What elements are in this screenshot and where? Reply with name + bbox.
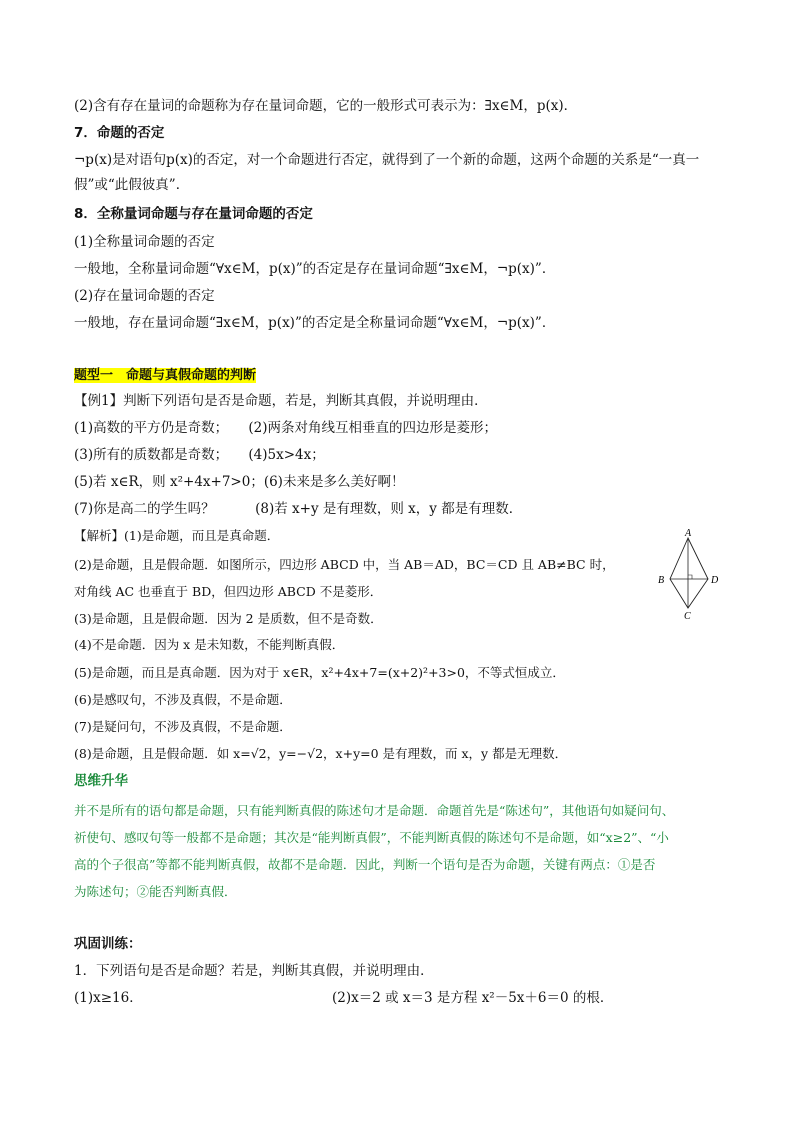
- thinking-line-2: 祈使句、感叹句等一般都不是命题；其次是“能判断真假”，不能判断真假的陈述句不是命题，如“x≥2”、“小: [74, 830, 669, 845]
- practice-question-1: 1．下列语句是否是命题？若是，判断其真假，并说明理由．: [74, 963, 434, 979]
- thinking-line-1: 并不是所有的语句都是命题，只有能判断真假的陈述句才是命题．命题首先是“陈述句”，其他语句如疑问句、: [74, 803, 675, 818]
- solution-line-3: 对角线 AC 也垂直于 BD，但四边形 ABCD 不是菱形．: [74, 584, 383, 599]
- vertex-label-c: C: [684, 611, 691, 620]
- thinking-line-4: 为陈述句；②能否判断真假．: [74, 884, 237, 899]
- negation-definition-line2: 假”或“此假彼真”．: [74, 177, 190, 193]
- solution-line-1: 【解析】(1)是命题，而且是真命题．: [74, 528, 280, 543]
- thinking-line-3: 高的个子很高”等都不能判断真假，故都不是命题．因此，判断一个语句是否为命题，关键有两点：①是否: [74, 857, 656, 872]
- solution-line-9: (8)是命题，且是假命题．如 x=√2，y=−√2，x+y=0 是有理数，而 x，y 都是无理数．: [74, 746, 568, 761]
- section-8-heading: 8．全称量词命题与存在量词命题的否定: [74, 206, 313, 222]
- vertex-label-d: D: [711, 575, 719, 586]
- solution-line-6: (5)是命题，而且是真命题．因为对于 x∈R，x²+4x+7=(x+2)²+3>0，不等式恒成立．: [74, 665, 565, 680]
- practice-question-1b: (2)x＝2 或 x＝3 是方程 x²－5x＋6＝0 的根．: [332, 990, 614, 1006]
- solution-line-7: (6)是感叹句，不涉及真假，不是命题．: [74, 692, 292, 707]
- existential-form-line: (2)含有存在量词的命题称为存在量词命题，它的一般形式可表示为：∃x∈M，p(x)．: [74, 98, 578, 114]
- universal-negation-subheading: (1)全称量词命题的否定: [74, 234, 215, 250]
- thinking-heading: 思维升华: [74, 773, 128, 789]
- quadrilateral-abcd-diagram: [650, 528, 730, 620]
- practice-heading: 巩固训练：: [74, 936, 142, 952]
- section-7-heading: 7．命题的否定: [74, 125, 165, 141]
- solution-line-2: (2)是命题，且是假命题．如图所示，四边形 ABCD 中，当 AB＝AD，BC＝CD 且 AB≠BC 时，: [74, 557, 615, 572]
- practice-question-1a: (1)x≥16．: [74, 990, 143, 1006]
- example-item-row-3: (5)若 x∈R，则 x²+4x+7>0；(6)未来是多么美好啊！: [74, 474, 405, 490]
- universal-negation-rule: 一般地，全称量词命题“∀x∈M，p(x)”的否定是存在量词命题“∃x∈M，¬p(x)”．: [74, 261, 556, 277]
- example-1-intro: 【例1】判断下列语句是否是命题，若是，判断其真假，并说明理由．: [74, 393, 488, 409]
- example-item-row-2: (3)所有的质数都是奇数； (4)5x>4x；: [74, 447, 325, 463]
- vertex-label-a: A: [685, 528, 692, 539]
- negation-definition-line1: ¬p(x)是对语句p(x)的否定，对一个命题进行否定，就得到了一个新的命题，这两个命题的关系是“一真一: [74, 152, 700, 168]
- existential-negation-subheading: (2)存在量词命题的否定: [74, 288, 215, 304]
- existential-negation-rule: 一般地，存在量词命题“∃x∈M，p(x)”的否定是全称量词命题“∀x∈M，¬p(x)”．: [74, 315, 556, 331]
- example-item-row-1: (1)高数的平方仍是奇数； (2)两条对角线互相垂直的四边形是菱形；: [74, 420, 497, 436]
- solution-line-8: (7)是疑问句，不涉及真假，不是命题．: [74, 719, 292, 734]
- solution-line-5: (4)不是命题．因为 x 是未知数，不能判断真假．: [74, 637, 345, 652]
- topic-1-title: 题型一 命题与真假命题的判断: [74, 368, 257, 383]
- solution-line-4: (3)是命题，且是假命题．因为 2 是质数，但不是奇数．: [74, 611, 383, 626]
- vertex-label-b: B: [658, 575, 665, 586]
- example-item-row-4: (7)你是高二的学生吗？ (8)若 x+y 是有理数，则 x，y 都是有理数．: [74, 501, 523, 517]
